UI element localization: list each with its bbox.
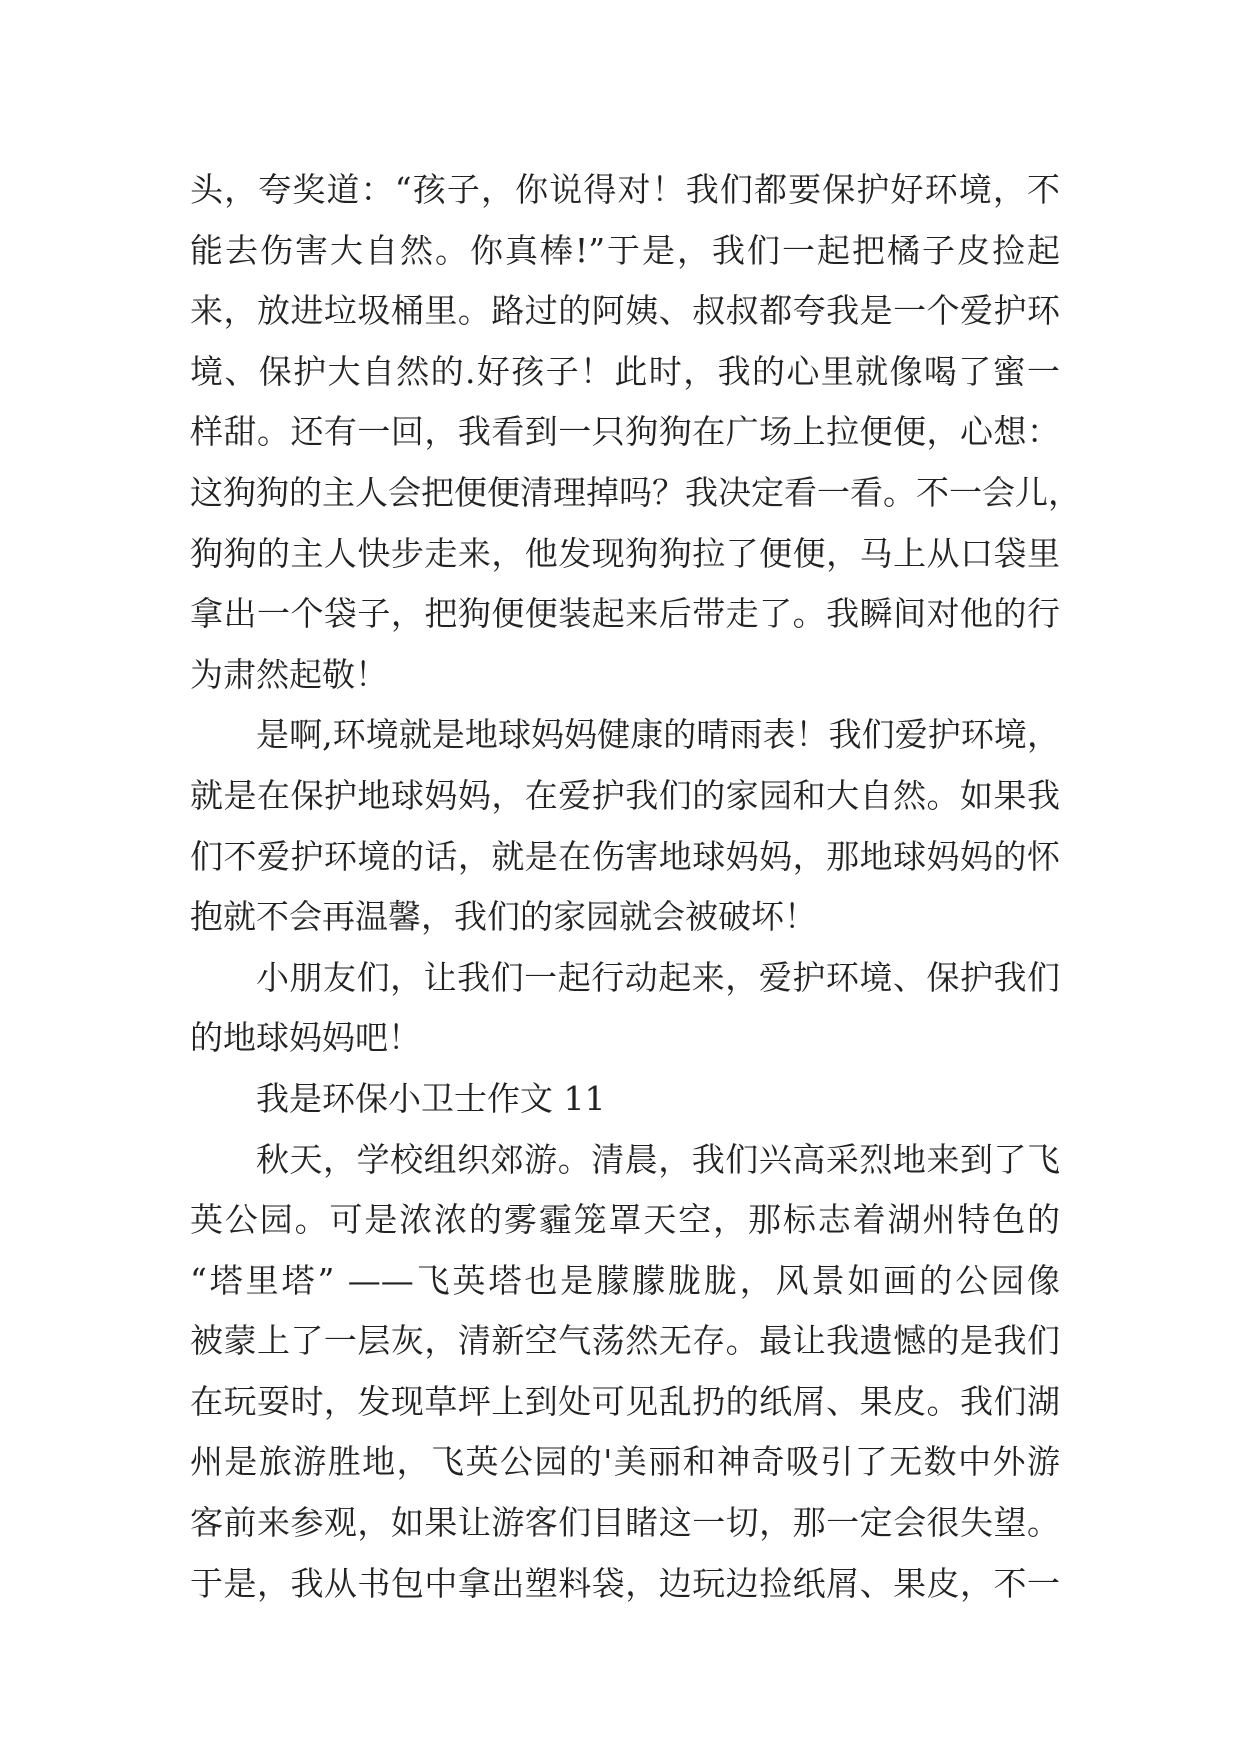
text-line: 英公园。可是浓浓的雾霾笼罩天空，那标志着湖州特色的 [190, 1200, 1060, 1240]
text-line: 抱就不会再温馨，我们的家园就会被破坏！ [190, 897, 817, 937]
paragraph-first-line: 是啊,环境就是地球妈妈健康的晴雨表！我们爱护环境， [256, 715, 1060, 755]
text-line: 就是在保护地球妈妈，在爱护我们的家园和大自然。如果我 [190, 775, 1060, 815]
document-page [190, 160, 1081, 1614]
text-line: 这狗狗的主人会把便便清理掉吗？我决定看一看。不一会儿， [190, 472, 1081, 512]
text-line: 能去伤害大自然。你真棒!”于是，我们一起把橘子皮捡起 [190, 230, 1060, 270]
text-line: 头，夸奖道：“孩子，你说得对！我们都要保护好环境，不 [190, 170, 1060, 209]
text-line: 们不爱护环境的话，就是在伤害地球妈妈，那地球妈妈的怀 [190, 836, 1060, 876]
text-line: 于是，我从书包中拿出塑料袋，边玩边捡纸屑、果皮，不一 [190, 1563, 1060, 1603]
paragraph-first-line: 秋天，学校组织郊游。清晨，我们兴高采烈地来到了飞 [256, 1139, 1060, 1179]
text-line: 为肃然起敬！ [190, 654, 388, 694]
text-line: “塔里塔” ——飞英塔也是朦朦胧胧，风景如画的公园像 [190, 1260, 1060, 1300]
text-line: 拿出一个袋子，把狗便便装起来后带走了。我瞬间对他的行 [190, 594, 1060, 634]
text-line: 样甜。还有一回，我看到一只狗狗在广场上拉便便，心想： [190, 412, 1060, 452]
text-line: 的地球妈妈吧！ [190, 1018, 421, 1058]
section-heading: 我是环保小卫士作文 11 [256, 1078, 606, 1118]
text-line: 州是旅游胜地，飞英公园的'美丽和神奇吸引了无数中外游 [190, 1442, 1060, 1482]
text-line: 在玩耍时，发现草坪上到处可见乱扔的纸屑、果皮。我们湖 [190, 1381, 1060, 1421]
text-line: 狗狗的主人快步走来，他发现狗狗拉了便便，马上从口袋里 [190, 533, 1060, 573]
text-line: 境、保护大自然的.好孩子！此时，我的心里就像喝了蜜一 [190, 351, 1060, 391]
text-line: 客前来参观，如果让游客们目睹这一切，那一定会很失望。 [190, 1503, 1060, 1543]
paragraph-first-line: 小朋友们，让我们一起行动起来，爱护环境、保护我们 [256, 957, 1060, 997]
text-line: 被蒙上了一层灰，清新空气荡然无存。最让我遗憾的是我们 [190, 1321, 1060, 1361]
text-line: 来，放进垃圾桶里。路过的阿姨、叔叔都夸我是一个爱护环 [190, 291, 1060, 331]
